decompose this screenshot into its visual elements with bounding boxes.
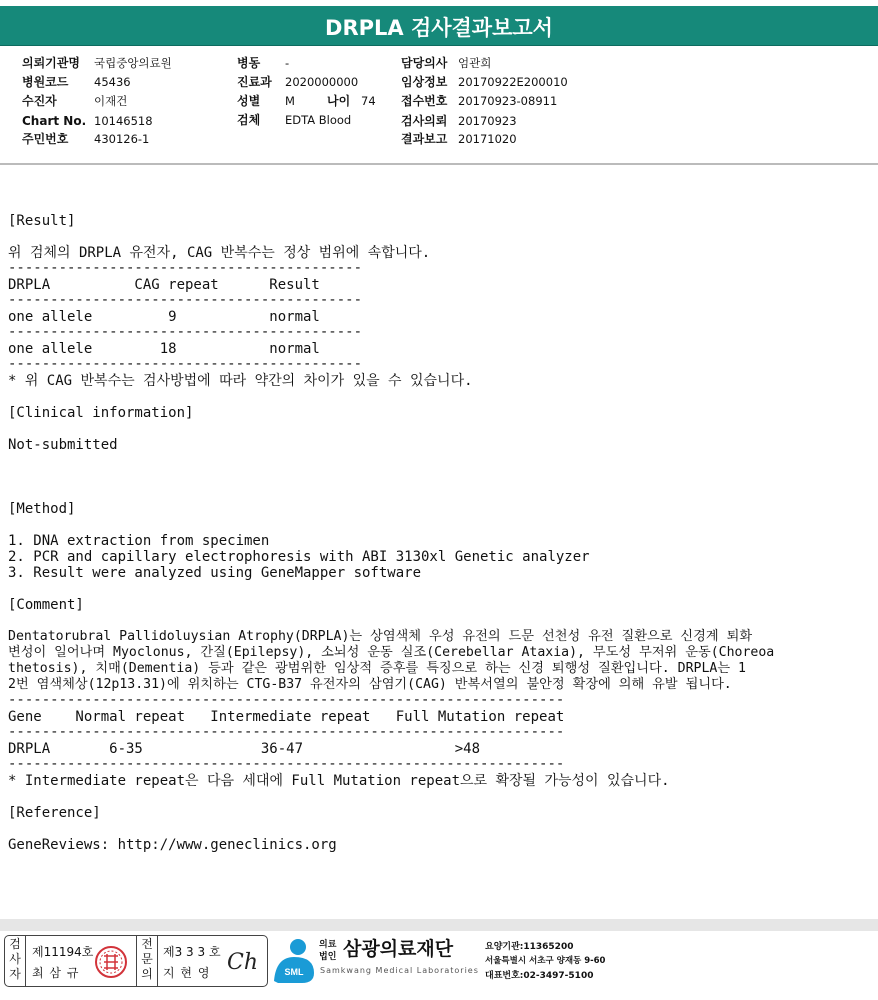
result-row: one allele 18 normal: [8, 341, 320, 357]
gene-table-header: Gene Normal repeat Intermediate repeat Full Mutation repeat: [8, 709, 565, 725]
comment-line: thetosis), 치매(Dementia) 등과 같은 광범위한 임상적 증후를 특징으로 하는 신경 퇴행성 질환입니다. DRPLA는 1: [8, 661, 746, 676]
request-date-field: 검사의뢰 20170923: [401, 114, 517, 128]
specimen-field: 검체 EDTA Blood: [237, 113, 352, 127]
receipt-number-field: 접수번호 20170923-08911: [401, 94, 558, 108]
specialist-name: 지 현 영: [163, 966, 211, 980]
result-note: * 위 CAG 반복수는 검사방법에 따라 약간의 차이가 있을 수 있습니다.: [8, 373, 473, 389]
vertical-label-char: 사: [9, 952, 21, 966]
department-field: 진료과 2020000000: [237, 75, 359, 89]
vertical-label-char: 자: [9, 967, 21, 981]
reference-heading: [Reference]: [8, 805, 101, 821]
gene-note: * Intermediate repeat은 다음 세대에 Full Mutation repeat으로 확장될 가능성이 있습니다.: [8, 773, 670, 789]
result-summary: 위 검체의 DRPLA 유전자, CAG 반복수는 정상 범위에 속합니다.: [8, 245, 431, 261]
org-phone: 대표번호:02-3497-5100: [485, 971, 594, 981]
clinical-info-field: 임상정보 20170922E200010: [401, 75, 568, 89]
sml-logo-text: SML: [284, 967, 304, 977]
chart-number-field: Chart No. 10146518: [22, 114, 153, 128]
method-heading: [Method]: [8, 501, 76, 517]
vertical-label-char: 검: [9, 937, 21, 951]
table-divider: ------------------------------------------: [8, 324, 363, 340]
reference-text: GeneReviews: http://www.geneclinics.org: [8, 837, 337, 853]
sex-field: 성별 M: [237, 94, 295, 108]
examiner-name: 최 삼 규: [32, 966, 80, 980]
result-table-header: DRPLA CAG repeat Result: [8, 277, 320, 293]
report-date-field: 결과보고 20171020: [401, 132, 517, 146]
hospital-code-field: 병원코드 45436: [22, 75, 131, 89]
institution-field: 의뢰기관명 국립중앙의료원: [22, 56, 172, 70]
method-step: 1. DNA extraction from specimen: [8, 533, 270, 549]
doctor-field: 담당의사 엄관희: [401, 56, 492, 70]
vertical-label-char: 문: [141, 952, 153, 966]
result-heading: [Result]: [8, 213, 76, 229]
ward-field: 병동 -: [237, 56, 290, 70]
org-name: 삼광의료재단: [343, 938, 454, 960]
examiner-seal-icon: [93, 944, 129, 980]
table-divider: ------------------------------------------: [8, 292, 363, 308]
comment-line: Dentatorubral Pallidoluysian Atrophy(DRPLA)는 상염색체 우성 유전의 드문 선천성 유전 질환으로 신경계 퇴화: [8, 629, 753, 644]
age-field: 나이 74: [327, 94, 376, 108]
signature-box: [4, 935, 268, 987]
table-divider: ------------------------------------------: [8, 260, 363, 276]
gene-table-divider: ------------------------------------------------------------------: [8, 756, 565, 772]
resident-number-field: 주민번호 430126-1: [22, 132, 150, 146]
vertical-label-char: 전: [141, 937, 153, 951]
divider: [157, 936, 158, 986]
method-step: 2. PCR and capillary electrophoresis with ABI 3130xl Genetic analyzer: [8, 549, 590, 565]
sml-logo: [272, 937, 316, 985]
table-divider: ------------------------------------------: [8, 356, 363, 372]
gene-table-divider: ------------------------------------------------------------------: [8, 692, 565, 708]
org-address: 서울특별시 서초구 양재동 9-60: [485, 956, 606, 966]
specialist-license: 제3 3 3 호: [163, 945, 221, 959]
method-step: 3. Result were analyzed using GeneMapper software: [8, 565, 422, 581]
clinical-heading: [Clinical information]: [8, 405, 194, 421]
org-english-name: Samkwang Medical Laboratories: [320, 966, 479, 975]
sml-logo-icon: [272, 937, 316, 985]
specialist-signature: Ch: [227, 950, 259, 975]
comment-line: 변성이 일어나며 Myoclonus, 간질(Epilepsy), 소뇌성 운동 실조(Cerebellar Ataxia), 무도성 무저위 운동(Choreoa: [8, 645, 775, 660]
patient-info-panel: [0, 47, 878, 165]
footer-band: [0, 919, 878, 931]
gene-table-row: DRPLA 6-35 36-47 >48: [8, 741, 481, 757]
org-prefix: 의료 법인: [319, 940, 337, 962]
result-row: one allele 9 normal: [8, 309, 320, 325]
org-code: 요양기관:11365200: [485, 942, 574, 952]
clinical-text: Not-submitted: [8, 437, 118, 453]
patient-name-field: 수진자 이재건: [22, 94, 128, 108]
divider: [25, 936, 26, 986]
examiner-license: 제11194호: [32, 945, 94, 959]
report-title: DRPLA 검사결과보고서: [0, 6, 878, 46]
gene-table-divider: ------------------------------------------------------------------: [8, 724, 565, 740]
specialist-label: [137, 936, 157, 986]
comment-line: 2번 염색체상(12p13.31)에 위치하는 CTG-B37 유전자의 삼염기(CAG) 반복서열의 불안정 확장에 의해 유발 됩니다.: [8, 677, 732, 692]
comment-heading: [Comment]: [8, 597, 84, 613]
examiner-label: [5, 936, 25, 986]
vertical-label-char: 의: [141, 967, 153, 981]
